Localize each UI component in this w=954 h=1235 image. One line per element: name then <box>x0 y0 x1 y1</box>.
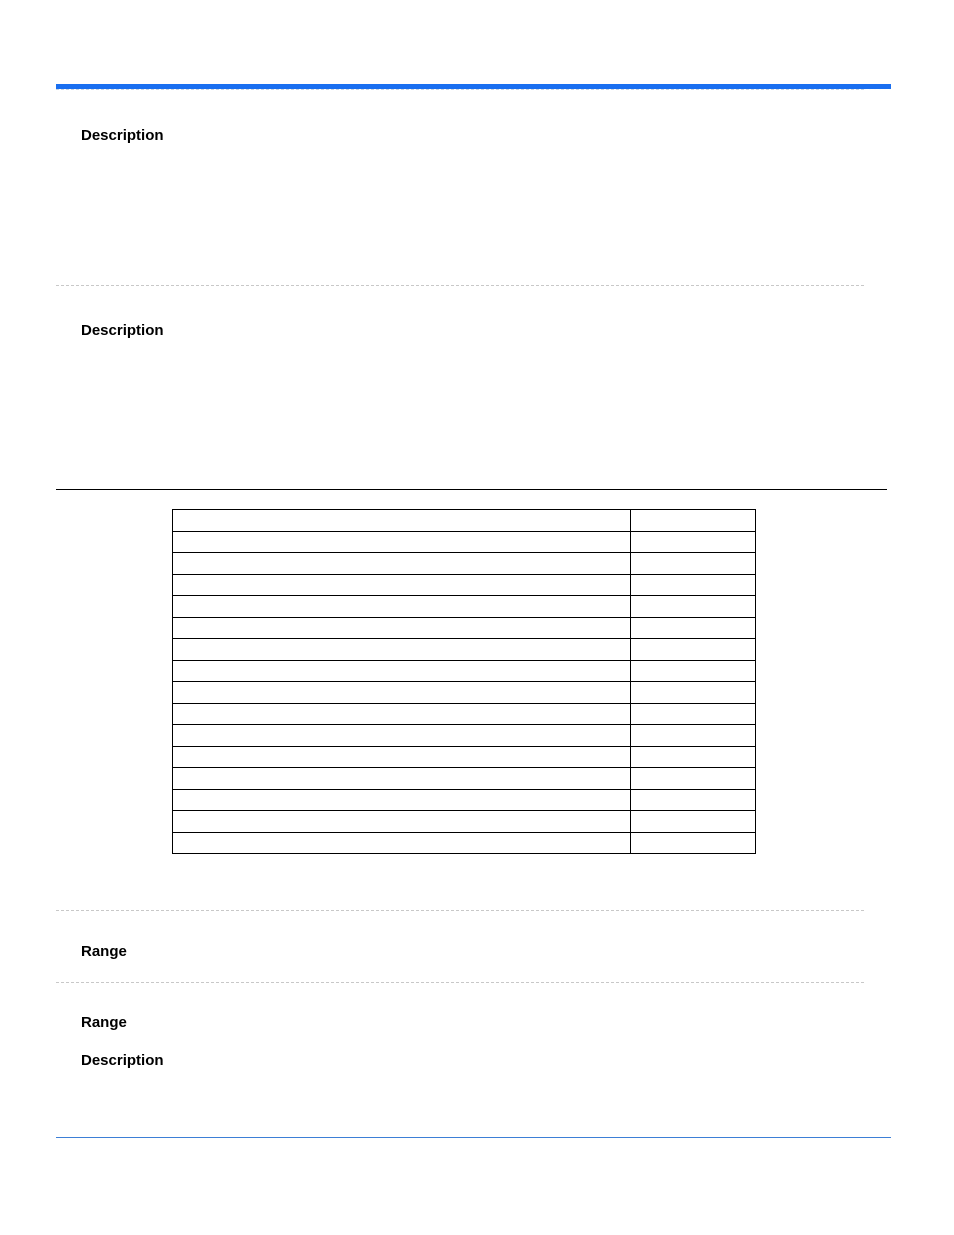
table-cell-value <box>631 682 756 704</box>
table-cell-name <box>173 596 631 618</box>
table-cell-name <box>173 682 631 704</box>
table-row <box>173 531 756 553</box>
table-cell-value <box>631 596 756 618</box>
table-cell-value <box>631 725 756 747</box>
table-cell-name <box>173 768 631 790</box>
footer-rule <box>56 1137 891 1138</box>
table-cell-name <box>173 531 631 553</box>
table-row <box>173 746 756 768</box>
table-row <box>173 617 756 639</box>
table-cell-name <box>173 574 631 596</box>
parameter-table <box>172 509 756 854</box>
table-cell-value <box>631 574 756 596</box>
table-cell-value <box>631 617 756 639</box>
table-cell-value <box>631 639 756 661</box>
table-row <box>173 639 756 661</box>
table-cell-name <box>173 811 631 833</box>
description-heading-3: Description <box>81 1052 164 1069</box>
table-cell-name <box>173 510 631 532</box>
table-row <box>173 660 756 682</box>
table-cell-name <box>173 660 631 682</box>
table-row <box>173 789 756 811</box>
table-cell-value <box>631 746 756 768</box>
table-cell-name <box>173 832 631 854</box>
table-cell-value <box>631 510 756 532</box>
table-top-rule <box>56 489 887 490</box>
table-row <box>173 553 756 575</box>
table-cell-name <box>173 639 631 661</box>
table-cell-name <box>173 746 631 768</box>
table-cell-name <box>173 789 631 811</box>
table-row <box>173 703 756 725</box>
section-divider-1 <box>56 285 864 286</box>
description-heading-1: Description <box>81 127 164 144</box>
table-cell-name <box>173 703 631 725</box>
table-cell-name <box>173 553 631 575</box>
table-cell-value <box>631 789 756 811</box>
section-divider-3 <box>56 982 864 983</box>
table-row <box>173 574 756 596</box>
header-dashed-rule <box>56 89 864 90</box>
table-cell-value <box>631 553 756 575</box>
table-row <box>173 725 756 747</box>
description-heading-2: Description <box>81 322 164 339</box>
table-cell-value <box>631 703 756 725</box>
table-row <box>173 510 756 532</box>
table-cell-value <box>631 811 756 833</box>
table-cell-value <box>631 832 756 854</box>
table-row <box>173 811 756 833</box>
range-heading-2: Range <box>81 1014 127 1031</box>
table-cell-name <box>173 725 631 747</box>
table-row <box>173 596 756 618</box>
table-row <box>173 768 756 790</box>
table-cell-value <box>631 768 756 790</box>
table-cell-value <box>631 660 756 682</box>
section-divider-2 <box>56 910 864 911</box>
table-row <box>173 682 756 704</box>
range-heading-1: Range <box>81 943 127 960</box>
table-cell-name <box>173 617 631 639</box>
table-row <box>173 832 756 854</box>
table-cell-value <box>631 531 756 553</box>
